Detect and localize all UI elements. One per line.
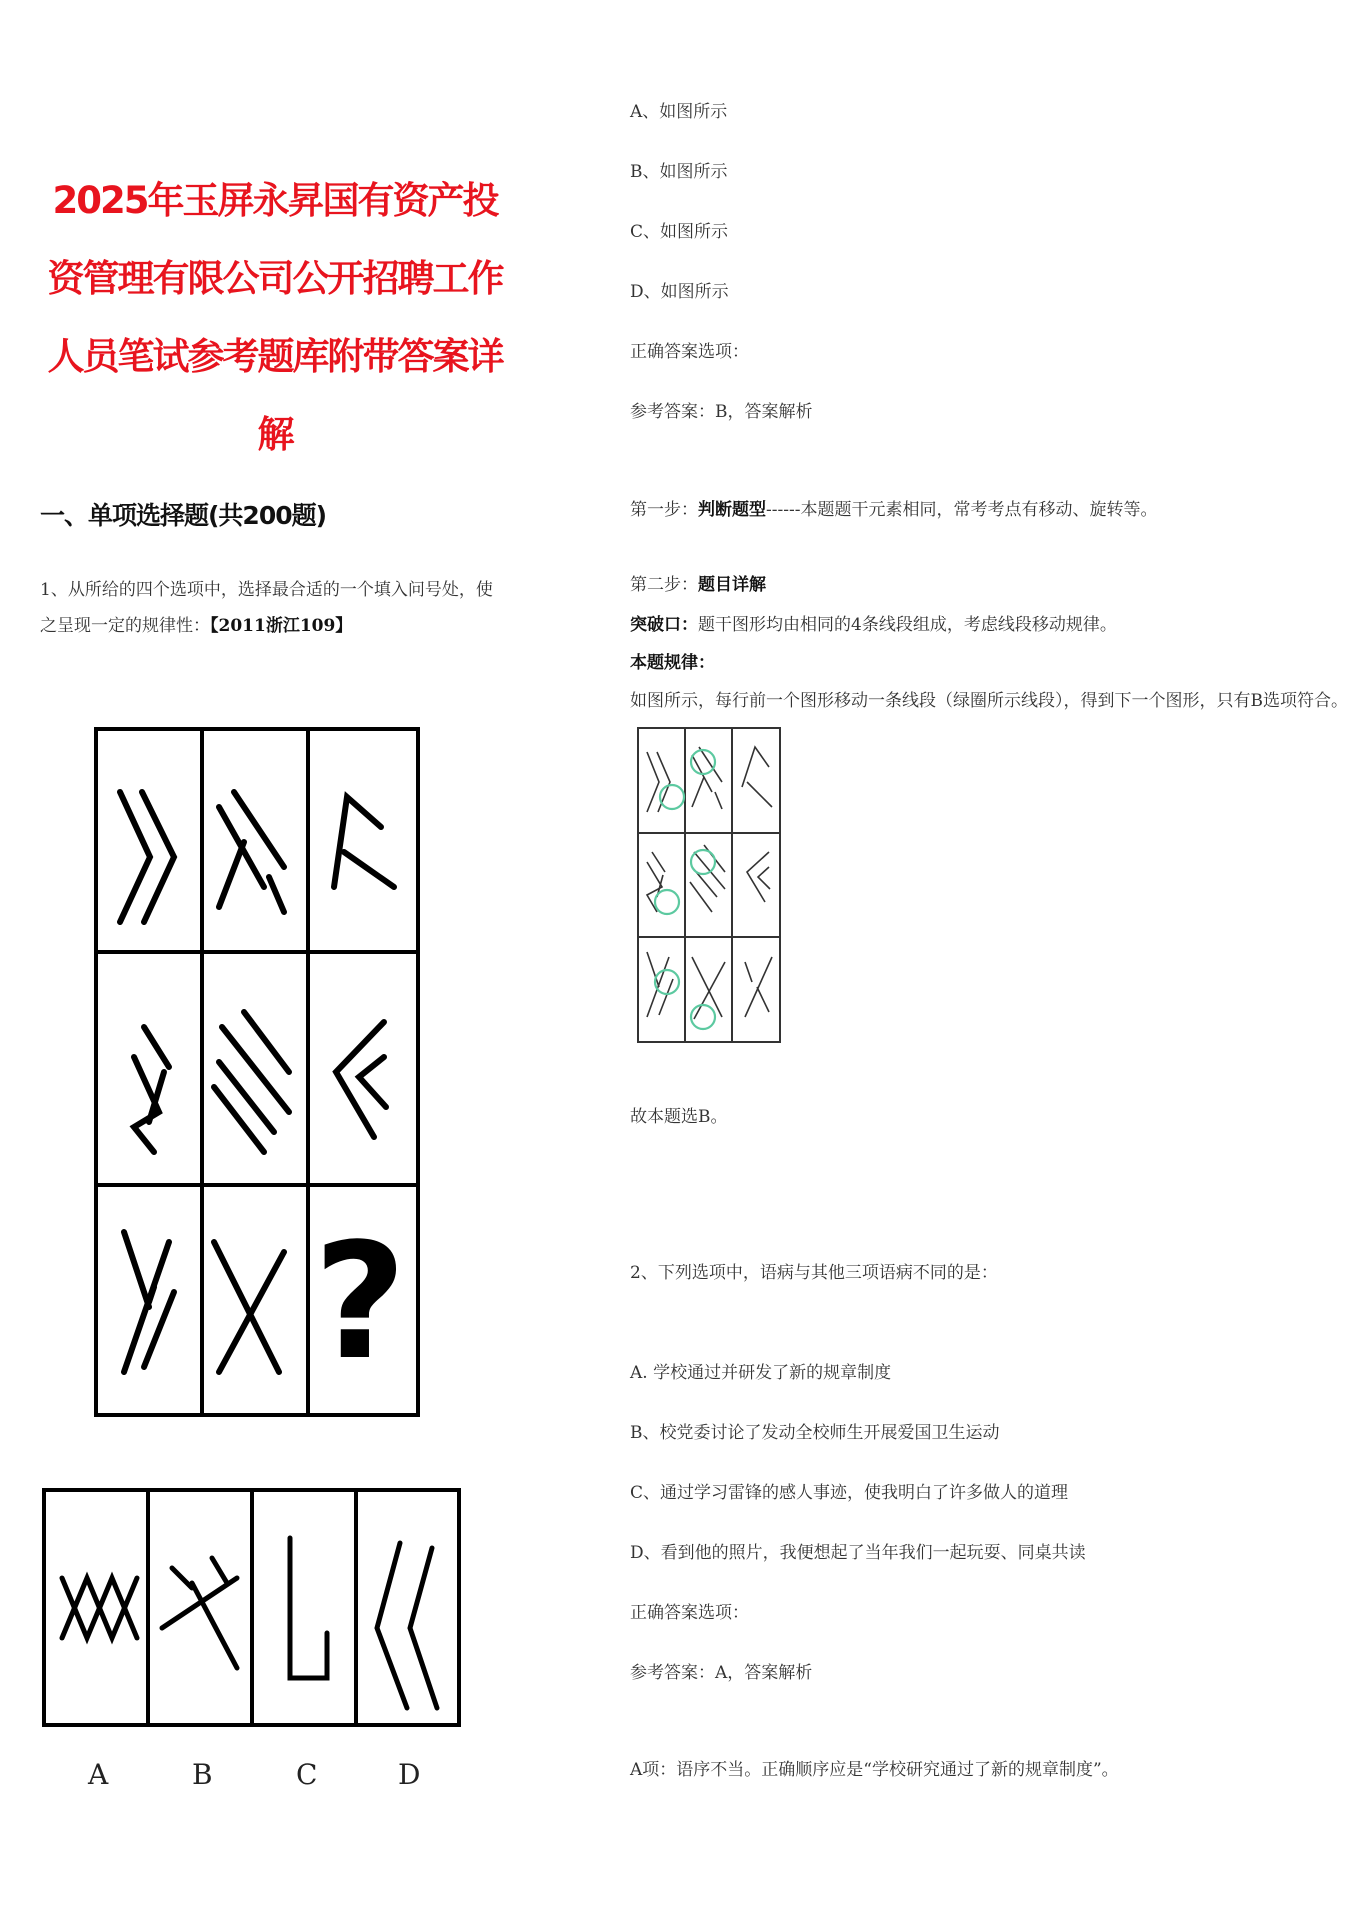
option-letters — [42, 1758, 467, 1798]
answer-options-figure — [42, 1488, 467, 1728]
document-title: 2025年玉屏永昇国有资产投资管理有限公司公开招聘工作人员笔试参考题库附带答案详解 — [47, 179, 503, 456]
q1-breakthrough — [630, 610, 1117, 635]
q2-correct-label: 正确答案选项： — [630, 1603, 749, 1623]
q1-step-2 — [630, 570, 766, 595]
solution-figure — [637, 727, 783, 1045]
q2-explanation: A项：语序不当。正确顺序应是“学校研究通过了新的规章制度”。 — [630, 1760, 1119, 1780]
q2-option-d: D、看到他的照片，我便想起了当年我们一起玩耍、同桌共读 — [630, 1543, 1086, 1563]
section-heading: 一、单项选择题(共200题) — [40, 501, 327, 530]
highlight-circle — [655, 970, 679, 994]
option-letter-c: C — [296, 1758, 318, 1791]
q1-step-1 — [630, 495, 1157, 520]
q1-correct-label: 正确答案选项： — [630, 342, 749, 362]
step-1-text: ------本题题干元素相同，常考考点有移动、旋转等。 — [766, 500, 1158, 520]
highlight-circle — [655, 890, 679, 914]
breakthrough-text: 题干图形均由相同的4条线段组成，考虑线段移动规律。 — [698, 615, 1117, 635]
question-mark: ? — [313, 1208, 407, 1395]
question-1-text: 1、从所给的四个选项中，选择最合适的一个填入问号处，使之呈现一定的规律性： — [40, 580, 493, 636]
q1-option-b: B、如图所示 — [630, 162, 728, 182]
q1-reference-answer: 参考答案：B，答案解析 — [630, 402, 813, 422]
q1-rule-label — [630, 648, 715, 673]
q1-option-c: C、如图所示 — [630, 222, 729, 242]
q2-option-c: C、通过学习雷锋的感人事迹，使我明白了许多做人的道理 — [630, 1483, 1069, 1503]
puzzle-grid-figure — [94, 727, 424, 1422]
option-letter-d: D — [398, 1758, 421, 1791]
q1-option-a: A、如图所示 — [630, 102, 728, 122]
step-1-prefix: 第一步： — [630, 500, 698, 520]
option-letter-b: B — [192, 1758, 213, 1791]
question-1-source: 【2011浙江109】 — [210, 616, 353, 636]
step-2-prefix: 第二步： — [630, 575, 698, 595]
q1-option-d: D、如图所示 — [630, 282, 729, 302]
breakthrough-label: 突破口： — [630, 615, 698, 635]
question-2-stem: 2、下列选项中，语病与其他三项语病不同的是： — [630, 1263, 998, 1283]
q1-conclusion: 故本题选B。 — [630, 1107, 728, 1127]
q2-reference-answer: 参考答案：A，答案解析 — [630, 1663, 813, 1683]
option-letter-a: A — [88, 1758, 109, 1791]
question-1-stem — [40, 572, 500, 644]
rule-label: 本题规律： — [630, 653, 715, 673]
step-1-bold: 判断题型 — [698, 500, 766, 520]
step-2-bold: 题目详解 — [698, 575, 766, 595]
q2-option-b: B、校党委讨论了发动全校师生开展爱国卫生运动 — [630, 1423, 1000, 1443]
q1-rule-text: 如图所示，每行前一个图形移动一条线段（绿圈所示线段），得到下一个图形，只有B选项符合。 — [630, 691, 1348, 711]
q2-option-a: A. 学校通过并研发了新的规章制度 — [630, 1363, 892, 1383]
